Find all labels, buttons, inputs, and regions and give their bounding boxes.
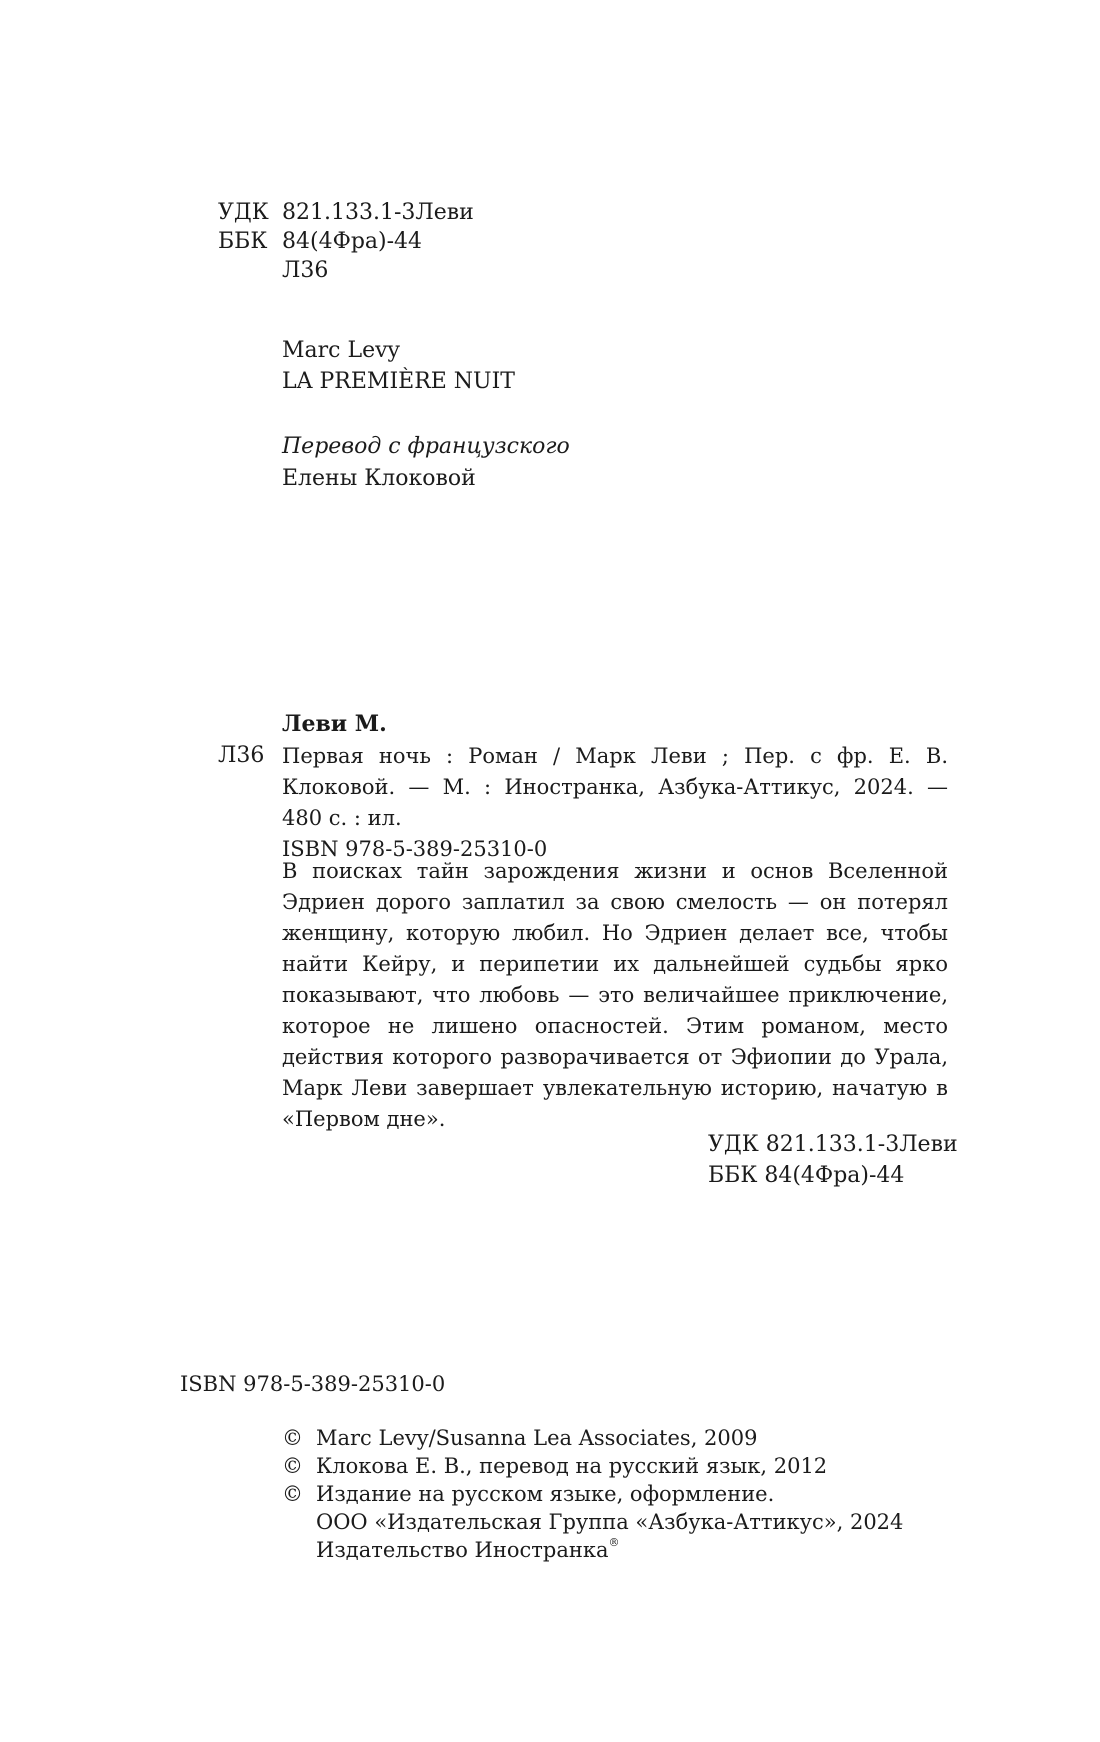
bbk-label: ББК	[218, 229, 268, 254]
copyright-line-2	[282, 1452, 903, 1480]
copyright-line-4: ООО «Издательская Группа «Азбука-Аттикус», 2024	[316, 1510, 904, 1534]
copyright-block	[282, 1424, 903, 1564]
udk-value: 821.133.1-3Леви	[282, 200, 474, 225]
translation-credit	[282, 432, 570, 493]
copyright-text-1: Marc Levy/Susanna Lea Associates, 2009	[316, 1426, 758, 1450]
bibliographic-author-mark: Л36	[218, 743, 265, 768]
translator-name: Елены Клоковой	[282, 466, 476, 491]
copyright-symbol: ©	[282, 1426, 303, 1450]
copyright-text-5: Издательство Иностранка	[316, 1538, 609, 1562]
annotation: В поисках тайн зарождения жизни и основ Вселенной Эдриен дорого заплатил за свою смелость — он потерял женщину, которую любил. Но Эдриен делает все, чтобы найти Кейру, и перипетии их дальнейшей судьбы ярко показывают, что любовь — это величайшее приключение, которое не лишено опасностей. Этим романом, место действия которого разворачивается от Эфиопии до Урала, Марк Леви завершает увлекательную историю, начатую в «Первом дне».	[282, 859, 948, 1131]
bibliographic-description	[282, 741, 948, 865]
bibliographic-author: Леви М.	[282, 711, 387, 737]
author-mark: Л36	[282, 258, 329, 283]
bibliographic-description-text: Первая ночь : Роман / Марк Леви ; Пер. с фр. Е. В. Клоковой. — М. : Иностранка, Азбука-Аттикус, 2024. — 480 с. : ил.	[282, 744, 948, 830]
bbk-value: 84(4Фра)-44	[282, 229, 423, 254]
classification-codes-bottom	[708, 1130, 958, 1192]
copyright-text-3: Издание на русском языке, оформление.	[316, 1482, 775, 1506]
original-edition	[282, 336, 515, 398]
registered-trademark: ®	[608, 1536, 620, 1549]
copyright-line-1	[282, 1424, 903, 1452]
copyright-symbol: ©	[282, 1454, 303, 1478]
udk-bottom: УДК 821.133.1-3Леви	[708, 1132, 958, 1157]
udk-label: УДК	[218, 200, 269, 225]
original-author: Marc Levy	[282, 338, 400, 363]
bbk-bottom: ББК 84(4Фра)-44	[708, 1163, 905, 1188]
isbn-footer: ISBN 978-5-389-25310-0	[180, 1372, 446, 1396]
original-title: LA PREMIÈRE NUIT	[282, 369, 515, 394]
bibliographic-isbn: ISBN 978-5-389-25310-0	[282, 837, 548, 861]
copyright-text-2: Клокова Е. В., перевод на русский язык, 2012	[316, 1454, 828, 1478]
copyright-symbol: ©	[282, 1482, 303, 1506]
copyright-line-5	[282, 1536, 903, 1564]
copyright-line-3	[282, 1480, 903, 1508]
translation-note: Перевод с французского	[282, 434, 570, 459]
